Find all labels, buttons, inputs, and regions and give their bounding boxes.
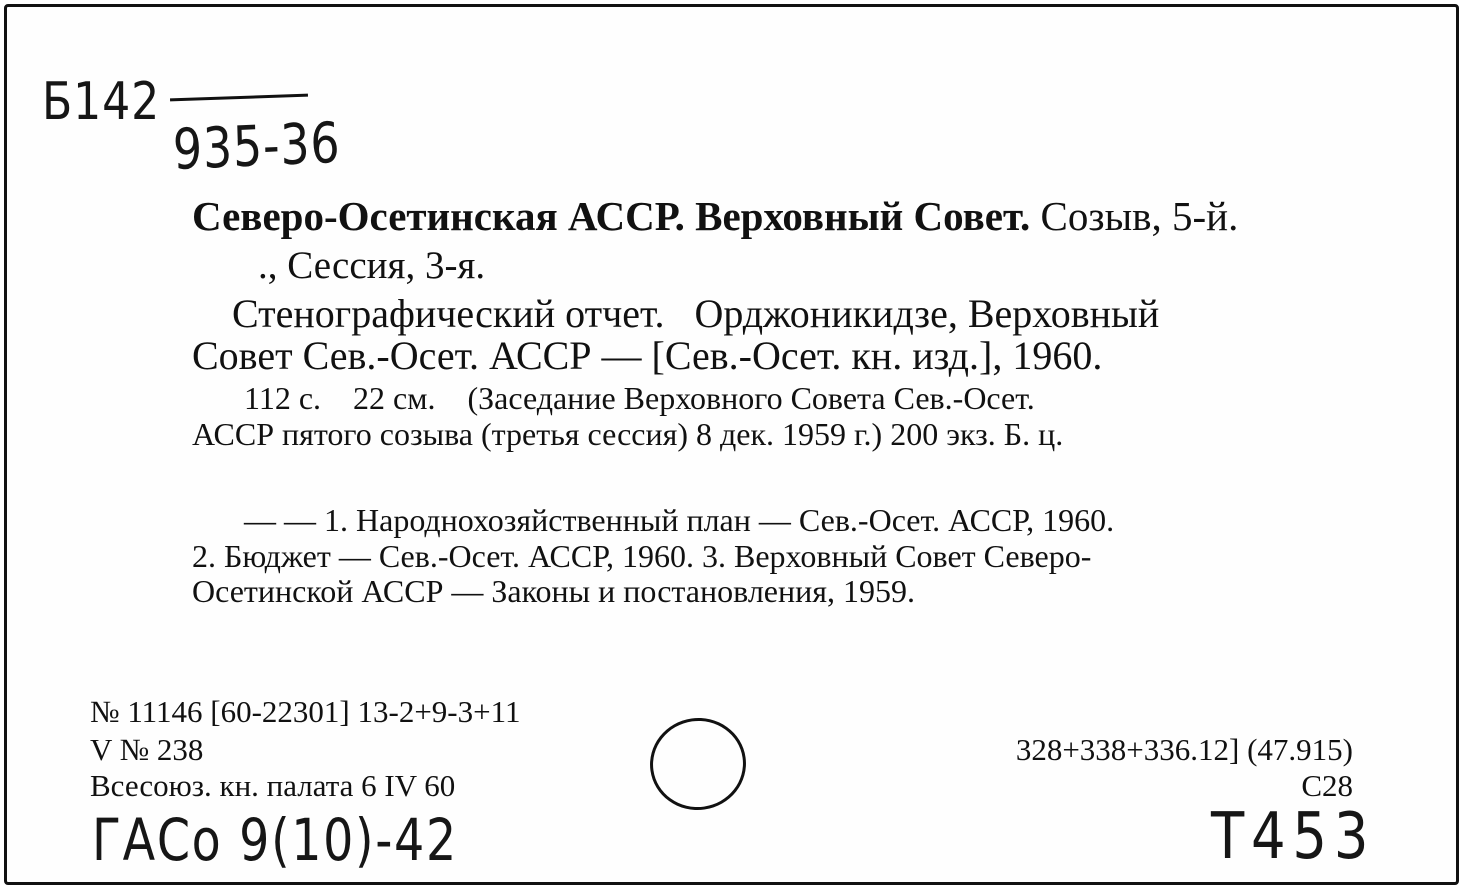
convocation: Созыв, 5-й.: [1040, 193, 1239, 239]
shelf-mark: Б142: [42, 72, 161, 132]
handwritten-archive-note: ГАСо 9(10)-42: [92, 806, 458, 874]
heading-session: ., Сессия, 3-я.: [258, 244, 486, 287]
shelf-number: 935-36: [172, 110, 342, 183]
record-number: № 11146 [60-22301] 13-2+9-3+11: [90, 694, 521, 729]
record-volume: V № 238: [90, 732, 204, 767]
record-chamber: Всесоюз. кн. палата 6 IV 60: [90, 768, 456, 803]
handwritten-code: Т453: [1210, 800, 1375, 874]
collation-line-2: АССР пятого созыва (третья сессия) 8 дек. 1959 г.) 200 экз. Б. ц.: [192, 416, 1064, 452]
title-line-2: Совет Сев.-Осет. АССР — [Сев.-Осет. кн. изд.], 1960.: [192, 333, 1103, 378]
heading-line-1: [192, 193, 1239, 239]
author-sign: С28: [1301, 768, 1353, 803]
subject-line-1: — — 1. Народнохозяйственный план — Сев.-Осет. АССР, 1960.: [244, 502, 1115, 538]
corporate-body: Верховный Совет.: [695, 193, 1031, 239]
title-line-1: Стенографический отчет. Орджоникидзе, Верховный: [232, 291, 1160, 336]
collation-line-1: 112 с. 22 см. (Заседание Верховного Совета Сев.-Осет.: [244, 380, 1035, 416]
classification-index: 328+338+336.12] (47.915): [1015, 732, 1353, 767]
subject-line-3: Осетинской АССР — Законы и постановления, 1959.: [192, 573, 915, 609]
subject-line-2: 2. Бюджет — Сев.-Осет. АССР, 1960. 3. Верховный Совет Северо-: [192, 538, 1092, 574]
corporate-author: Северо-Осетинская АССР.: [192, 193, 685, 239]
